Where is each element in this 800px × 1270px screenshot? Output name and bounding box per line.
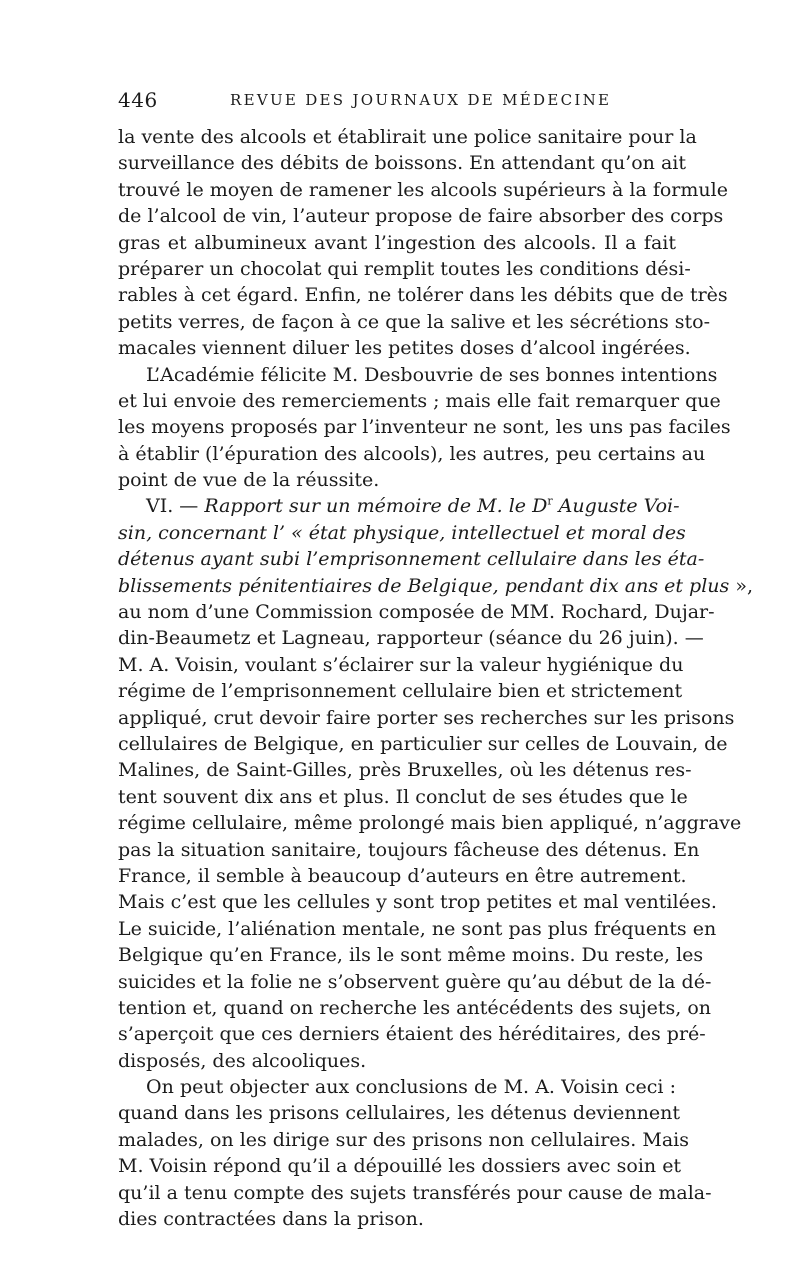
text-line bbox=[118, 520, 686, 546]
text-segment: France, il semble à beaucoup d’auteurs en être autrement. bbox=[118, 864, 687, 887]
text-line bbox=[118, 441, 706, 467]
text-segment: régime de l’emprisonnement cellulaire bien et strictement bbox=[118, 680, 683, 703]
text-line bbox=[118, 652, 684, 678]
text-segment: », bbox=[729, 574, 754, 597]
text-line bbox=[118, 837, 700, 863]
text-line bbox=[118, 467, 676, 493]
text-segment: macales viennent diluer les petites doses d’alcool ingérées. bbox=[118, 337, 691, 360]
text-segment: On peut objecter aux conclusions de M. A. Voisin ceci : bbox=[146, 1076, 676, 1099]
text-segment: préparer un chocolat qui remplit toutes les conditions dési- bbox=[118, 257, 691, 280]
text-line bbox=[118, 150, 686, 176]
text-segment: VI. — bbox=[146, 495, 205, 518]
text-segment: pas la situation sanitaire, toujours fâcheuse des détenus. En bbox=[118, 838, 700, 861]
text-segment: au nom d’une Commission composée de MM. Rochard, Dujar- bbox=[118, 601, 715, 624]
text-line bbox=[118, 969, 712, 995]
italic-text: Rapport sur un mémoire de M. le D bbox=[204, 495, 548, 518]
italic-text: blissements pénitentiaires de Belgique, pendant dix ans et plus bbox=[118, 574, 730, 597]
text-line bbox=[118, 230, 676, 256]
text-segment: Malines, de Saint-Gilles, près Bruxelles, où les détenus res- bbox=[118, 759, 692, 782]
superscript: r bbox=[547, 495, 553, 509]
text-line bbox=[118, 388, 721, 414]
page-number: 446 bbox=[118, 88, 158, 112]
text-segment: quand dans les prisons cellulaires, les détenus deviennent bbox=[118, 1102, 680, 1125]
text-segment: de l’alcool de vin, l’auteur propose de faire absorber des corps bbox=[118, 205, 724, 228]
text-line bbox=[118, 493, 680, 519]
running-title: REVUE DES JOURNAUX DE MÉDECINE bbox=[230, 91, 612, 109]
text-segment: la vente des alcools et établirait une police sanitaire pour la bbox=[118, 126, 697, 148]
text-line bbox=[118, 177, 728, 203]
text-segment: suicides et la folie ne s’observent guère qu’au début de la dé- bbox=[118, 970, 712, 993]
text-segment: trouvé le moyen de ramener les alcools supérieurs à la formule bbox=[118, 178, 728, 201]
text-line bbox=[118, 863, 687, 889]
text-line bbox=[118, 414, 731, 440]
text-line bbox=[118, 335, 691, 361]
italic-text: Auguste Voi- bbox=[552, 495, 680, 518]
text-line bbox=[118, 282, 728, 308]
text-line bbox=[118, 678, 683, 704]
text-line bbox=[118, 705, 735, 731]
text-segment: rables à cet égard. Enfin, ne tolérer dans les débits que de très bbox=[118, 284, 728, 307]
text-segment: petits verres, de façon à ce que la salive et les sécrétions sto- bbox=[118, 310, 711, 333]
text-line bbox=[118, 1021, 706, 1047]
text-line bbox=[118, 1153, 682, 1179]
text-line bbox=[118, 1100, 680, 1126]
text-line bbox=[118, 731, 728, 757]
text-segment: Le suicide, l’aliénation mentale, ne sont pas plus fréquents en bbox=[118, 917, 717, 940]
text-line bbox=[118, 942, 704, 968]
text-segment: régime cellulaire, même prolongé mais bien appliqué, n’aggrave bbox=[118, 812, 742, 835]
text-line bbox=[118, 362, 718, 388]
text-segment: s’aperçoit que ces derniers étaient des héréditaires, des pré- bbox=[118, 1023, 706, 1046]
text-segment: L’Académie félicite M. Desbouvrie de ses bonnes intentions bbox=[146, 363, 718, 386]
text-line bbox=[118, 599, 715, 625]
text-segment: point de vue de la réussite. bbox=[118, 469, 380, 492]
text-segment: et lui envoie des remerciements ; mais elle fait remarquer que bbox=[118, 389, 721, 412]
text-line bbox=[118, 1048, 676, 1074]
text-segment: Mais c’est que les cellules y sont trop petites et mal ventilées. bbox=[118, 891, 717, 914]
text-segment: cellulaires de Belgique, en particulier sur celles de Louvain, de bbox=[118, 732, 728, 755]
italic-text: détenus ayant subi l’emprisonnement cellulaire dans les éta- bbox=[118, 548, 705, 571]
text-segment: malades, on les dirige sur des prisons non cellulaires. Mais bbox=[118, 1128, 689, 1151]
text-segment: tention et, quand on recherche les antécédents des sujets, on bbox=[118, 996, 712, 1019]
text-line bbox=[118, 625, 704, 651]
text-segment: M. A. Voisin, voulant s’éclairer sur la valeur hygiénique du bbox=[118, 653, 684, 676]
text-line bbox=[118, 810, 742, 836]
body-text bbox=[118, 124, 754, 1232]
text-line bbox=[118, 1206, 676, 1232]
text-segment: surveillance des débits de boissons. En attendant qu’on ait bbox=[118, 152, 686, 175]
text-segment: disposés, des alcooliques. bbox=[118, 1049, 367, 1072]
text-line bbox=[118, 1127, 689, 1153]
text-segment: M. Voisin répond qu’il a dépouillé les dossiers avec soin et bbox=[118, 1155, 682, 1178]
text-segment: les moyens proposés par l’inventeur ne sont, les uns pas faciles bbox=[118, 416, 731, 439]
running-header bbox=[118, 88, 678, 118]
text-line bbox=[118, 784, 688, 810]
text-segment: dies contractées dans la prison. bbox=[118, 1208, 424, 1231]
text-line bbox=[118, 1180, 712, 1206]
text-line bbox=[118, 995, 712, 1021]
text-line bbox=[118, 757, 692, 783]
text-line bbox=[118, 546, 705, 572]
text-line bbox=[118, 889, 717, 915]
text-line bbox=[118, 1074, 676, 1100]
text-line bbox=[118, 309, 711, 335]
text-segment: gras et albumineux avant l’ingestion des alcools. Il a fait bbox=[118, 231, 676, 254]
italic-text: sin, concernant l’ « état physique, intellectuel et moral des bbox=[118, 521, 686, 544]
text-line bbox=[118, 916, 717, 942]
text-segment: à établir (l’épuration des alcools), les autres, peu certains au bbox=[118, 442, 706, 465]
text-segment: Belgique qu’en France, ils le sont même moins. Du reste, les bbox=[118, 944, 704, 967]
text-line bbox=[118, 203, 724, 229]
text-line bbox=[118, 124, 697, 150]
text-segment: appliqué, crut devoir faire porter ses recherches sur les prisons bbox=[118, 706, 735, 729]
text-segment: qu’il a tenu compte des sujets transférés pour cause de mala- bbox=[118, 1181, 712, 1204]
text-line bbox=[118, 256, 691, 282]
text-segment: din-Beaumetz et Lagneau, rapporteur (séance du 26 juin). — bbox=[118, 627, 704, 650]
text-line bbox=[118, 573, 754, 599]
text-segment: tent souvent dix ans et plus. Il conclut de ses études que le bbox=[118, 785, 688, 808]
